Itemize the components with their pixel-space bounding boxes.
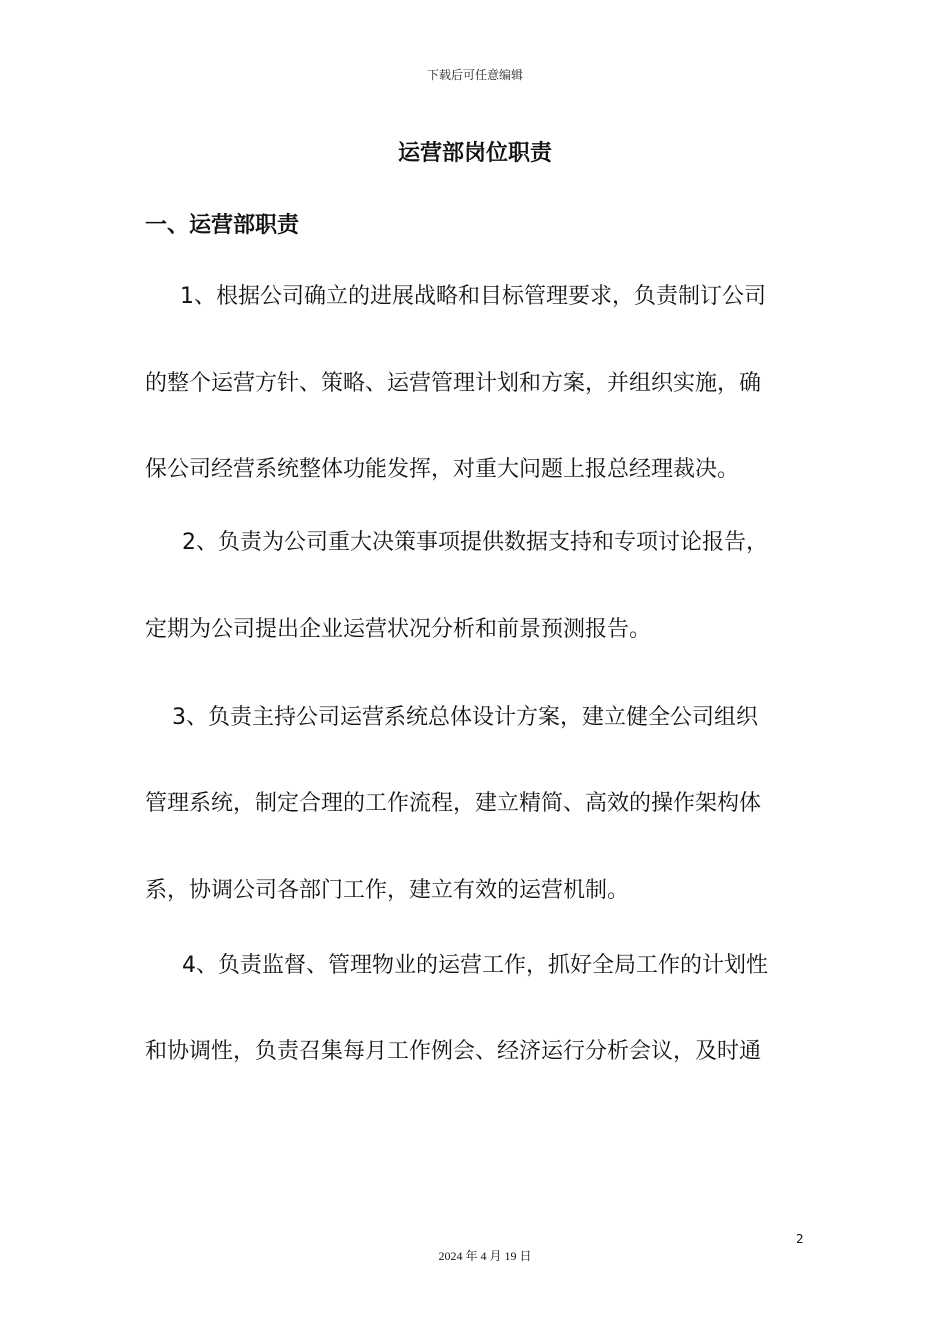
paragraph-1-line-2: 的整个运营方针、策略、运营管理计划和方案，并组织实施，确 <box>145 371 762 396</box>
paragraph-3-line-3: 系，协调公司各部门工作，建立有效的运营机制。 <box>145 878 630 903</box>
section-heading: 一、运营部职责 <box>145 213 300 238</box>
paragraph-2-line-2: 定期为公司提出企业运营状况分析和前景预测报告。 <box>145 617 652 642</box>
footer-date: 2024 年 4 月 19 日 <box>438 1249 532 1263</box>
paragraph-2-line-1: 2、负责为公司重大决策事项提供数据支持和专项讨论报告， <box>182 530 768 555</box>
paragraph-4-line-1: 4、负责监督、管理物业的运营工作，抓好全局工作的计划性 <box>182 953 768 978</box>
paragraph-3-line-2: 管理系统，制定合理的工作流程，建立精简、高效的操作架构体 <box>145 791 762 816</box>
paragraph-1-line-1: 1、根据公司确立的进展战略和目标管理要求，负责制订公司 <box>180 284 766 309</box>
page-number: 2 <box>796 1232 804 1246</box>
paragraph-1-line-3: 保公司经营系统整体功能发挥，对重大问题上报总经理裁决。 <box>145 457 740 482</box>
header-note: 下载后可任意编辑 <box>426 68 523 82</box>
paragraph-4-line-2: 和协调性，负责召集每月工作例会、经济运行分析会议，及时通 <box>145 1039 762 1064</box>
document-title: 运营部岗位职责 <box>397 141 552 166</box>
paragraph-3-line-1: 3、负责主持公司运营系统总体设计方案，建立健全公司组织 <box>172 705 758 730</box>
